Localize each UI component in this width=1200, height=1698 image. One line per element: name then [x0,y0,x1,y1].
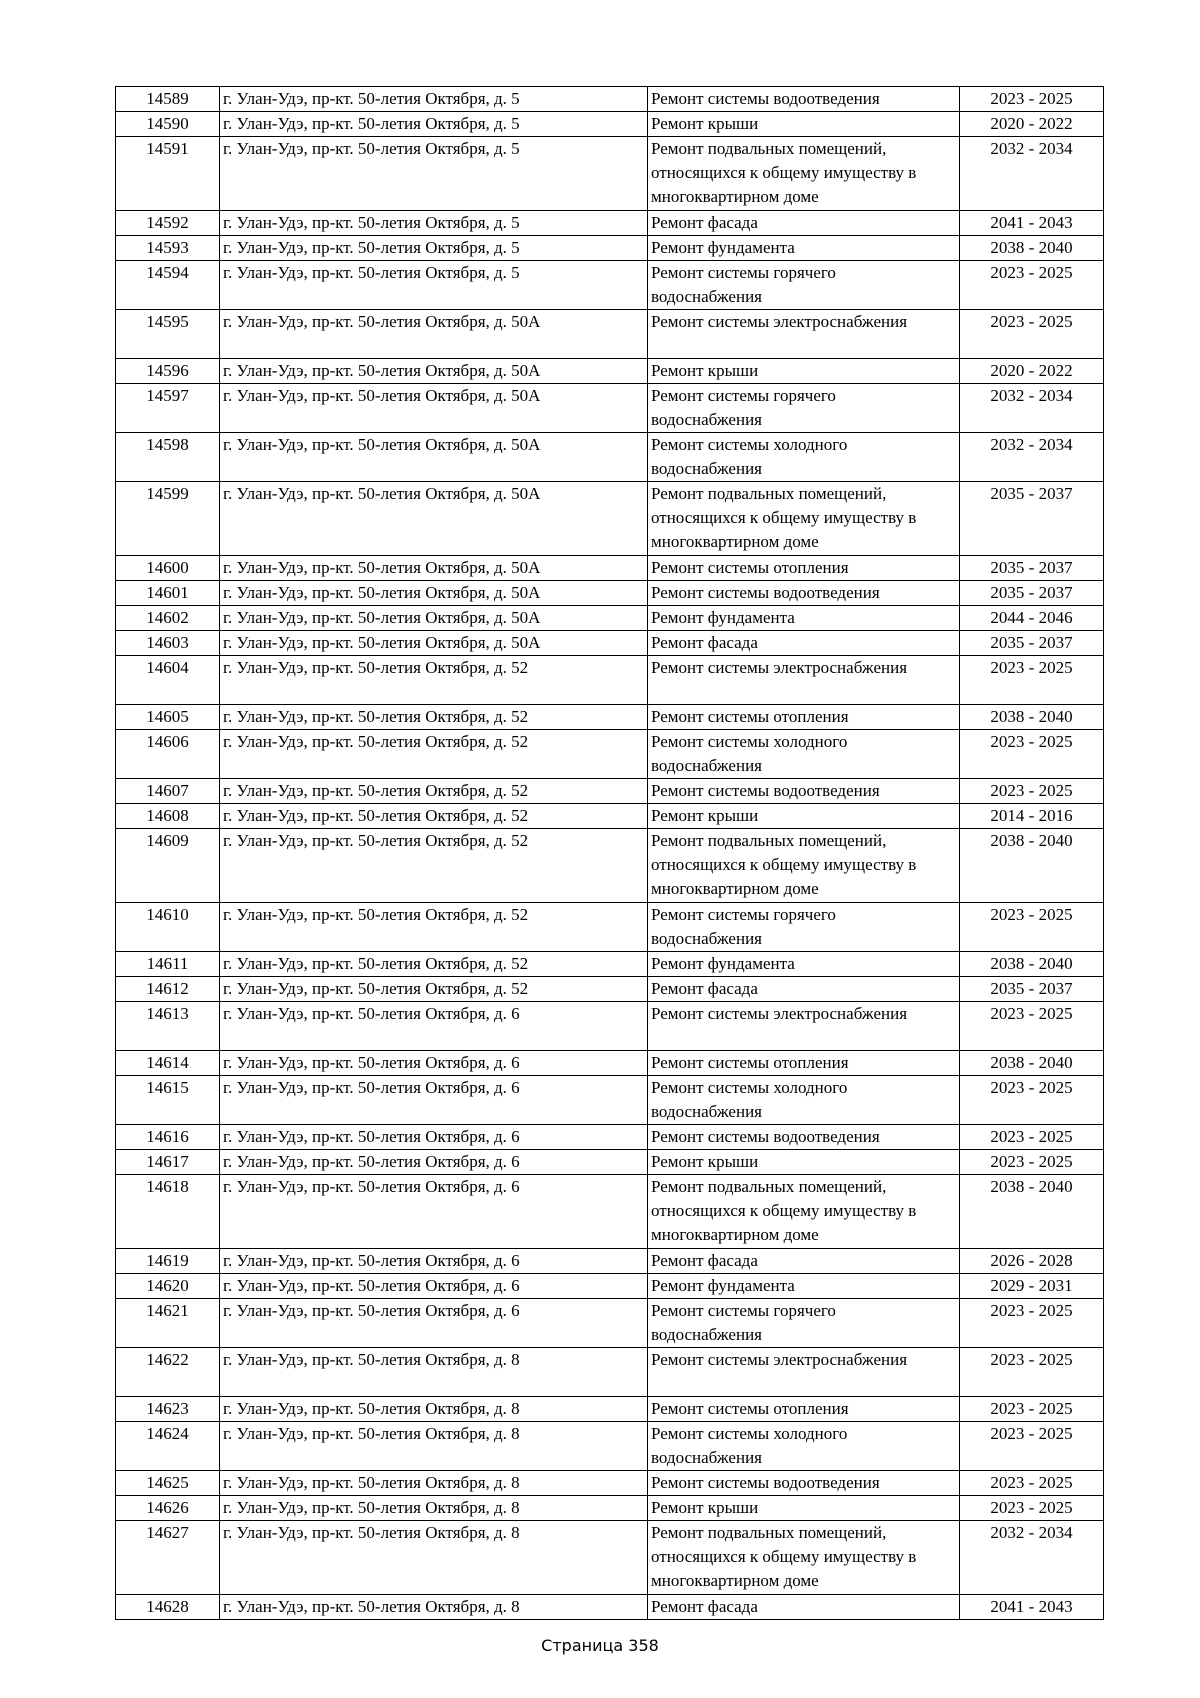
table-row [116,631,1104,656]
table-row [116,1125,1104,1150]
table-row [116,779,1104,804]
work-type-cell: Ремонт крыши [648,359,960,384]
work-type-cell: Ремонт системы холодного водоснабжения [648,433,960,482]
address-cell: г. Улан-Удэ, пр-кт. 50-летия Октября, д. 50А [220,631,648,656]
address-cell: г. Улан-Удэ, пр-кт. 50-летия Октября, д. 52 [220,903,648,952]
table-row [116,1175,1104,1249]
row-number-cell: 14610 [116,903,220,952]
address-cell: г. Улан-Удэ, пр-кт. 50-летия Октября, д. 6 [220,1299,648,1348]
address-cell: г. Улан-Удэ, пр-кт. 50-летия Октября, д. 6 [220,1125,648,1150]
address-cell: г. Улан-Удэ, пр-кт. 50-летия Октября, д. 8 [220,1496,648,1521]
address-cell: г. Улан-Удэ, пр-кт. 50-летия Октября, д. 50А [220,310,648,359]
table-row [116,1274,1104,1299]
row-number-cell: 14624 [116,1422,220,1471]
period-cell: 2020 - 2022 [960,112,1104,137]
work-type-cell: Ремонт крыши [648,804,960,829]
address-cell: г. Улан-Удэ, пр-кт. 50-летия Октября, д. 50А [220,433,648,482]
address-cell: г. Улан-Удэ, пр-кт. 50-летия Октября, д. 8 [220,1348,648,1397]
address-cell: г. Улан-Удэ, пр-кт. 50-летия Октября, д. 52 [220,952,648,977]
period-cell: 2023 - 2025 [960,1348,1104,1397]
work-type-cell: Ремонт системы электроснабжения [648,1348,960,1397]
row-number-cell: 14607 [116,779,220,804]
row-number-cell: 14602 [116,606,220,631]
table-row [116,1299,1104,1348]
work-type-cell: Ремонт системы отопления [648,556,960,581]
table-row [116,829,1104,903]
work-type-cell: Ремонт системы горячего водоснабжения [648,384,960,433]
row-number-cell: 14608 [116,804,220,829]
table-row [116,952,1104,977]
row-number-cell: 14593 [116,236,220,261]
row-number-cell: 14609 [116,829,220,903]
row-number-cell: 14616 [116,1125,220,1150]
work-type-cell: Ремонт системы водоотведения [648,1125,960,1150]
row-number-cell: 14613 [116,1002,220,1051]
table-row [116,1496,1104,1521]
address-cell: г. Улан-Удэ, пр-кт. 50-летия Октября, д. 6 [220,1175,648,1249]
row-number-cell: 14590 [116,112,220,137]
table-row [116,1249,1104,1274]
period-cell: 2023 - 2025 [960,87,1104,112]
table-row [116,656,1104,705]
row-number-cell: 14592 [116,211,220,236]
work-type-cell: Ремонт фундамента [648,236,960,261]
period-cell: 2032 - 2034 [960,384,1104,433]
address-cell: г. Улан-Удэ, пр-кт. 50-летия Октября, д. 5 [220,261,648,310]
row-number-cell: 14611 [116,952,220,977]
address-cell: г. Улан-Удэ, пр-кт. 50-летия Октября, д. 5 [220,236,648,261]
work-type-cell: Ремонт системы холодного водоснабжения [648,1076,960,1125]
work-type-cell: Ремонт фасада [648,211,960,236]
work-type-cell: Ремонт подвальных помещений, относящихся к общему имуществу в многоквартирном доме [648,482,960,556]
period-cell: 2023 - 2025 [960,310,1104,359]
period-cell: 2023 - 2025 [960,1397,1104,1422]
work-type-cell: Ремонт системы горячего водоснабжения [648,903,960,952]
table-row [116,903,1104,952]
address-cell: г. Улан-Удэ, пр-кт. 50-летия Октября, д. 50А [220,482,648,556]
row-number-cell: 14615 [116,1076,220,1125]
table-row [116,1051,1104,1076]
row-number-cell: 14622 [116,1348,220,1397]
period-cell: 2035 - 2037 [960,482,1104,556]
address-cell: г. Улан-Удэ, пр-кт. 50-летия Октября, д. 8 [220,1471,648,1496]
row-number-cell: 14612 [116,977,220,1002]
row-number-cell: 14595 [116,310,220,359]
row-number-cell: 14627 [116,1521,220,1595]
row-number-cell: 14589 [116,87,220,112]
work-type-cell: Ремонт фасада [648,1595,960,1620]
period-cell: 2023 - 2025 [960,1150,1104,1175]
work-type-cell: Ремонт подвальных помещений, относящихся к общему имуществу в многоквартирном доме [648,1175,960,1249]
address-cell: г. Улан-Удэ, пр-кт. 50-летия Октября, д. 50А [220,556,648,581]
work-type-cell: Ремонт системы водоотведения [648,779,960,804]
row-number-cell: 14620 [116,1274,220,1299]
row-number-cell: 14604 [116,656,220,705]
address-cell: г. Улан-Удэ, пр-кт. 50-летия Октября, д. 6 [220,1076,648,1125]
period-cell: 2020 - 2022 [960,359,1104,384]
address-cell: г. Улан-Удэ, пр-кт. 50-летия Октября, д. 8 [220,1521,648,1595]
table-row [116,1422,1104,1471]
row-number-cell: 14596 [116,359,220,384]
row-number-cell: 14626 [116,1496,220,1521]
work-type-cell: Ремонт фундамента [648,1274,960,1299]
row-number-cell: 14598 [116,433,220,482]
address-cell: г. Улан-Удэ, пр-кт. 50-летия Октября, д. 8 [220,1422,648,1471]
table-row [116,606,1104,631]
period-cell: 2044 - 2046 [960,606,1104,631]
period-cell: 2032 - 2034 [960,137,1104,211]
work-type-cell: Ремонт системы отопления [648,1397,960,1422]
table-row [116,1002,1104,1051]
period-cell: 2038 - 2040 [960,236,1104,261]
period-cell: 2038 - 2040 [960,952,1104,977]
period-cell: 2023 - 2025 [960,656,1104,705]
row-number-cell: 14597 [116,384,220,433]
table-row [116,1471,1104,1496]
work-type-cell: Ремонт фундамента [648,606,960,631]
work-type-cell: Ремонт крыши [648,1496,960,1521]
table-row [116,730,1104,779]
period-cell: 2038 - 2040 [960,829,1104,903]
table-row [116,236,1104,261]
period-cell: 2023 - 2025 [960,1471,1104,1496]
period-cell: 2041 - 2043 [960,1595,1104,1620]
table-row [116,482,1104,556]
work-type-cell: Ремонт крыши [648,1150,960,1175]
period-cell: 2041 - 2043 [960,211,1104,236]
address-cell: г. Улан-Удэ, пр-кт. 50-летия Октября, д. 6 [220,1249,648,1274]
work-type-cell: Ремонт фасада [648,977,960,1002]
table-row [116,384,1104,433]
period-cell: 2038 - 2040 [960,705,1104,730]
address-cell: г. Улан-Удэ, пр-кт. 50-летия Октября, д. 52 [220,705,648,730]
row-number-cell: 14605 [116,705,220,730]
table-row [116,1397,1104,1422]
work-type-cell: Ремонт системы водоотведения [648,1471,960,1496]
address-cell: г. Улан-Удэ, пр-кт. 50-летия Октября, д. 5 [220,137,648,211]
table-row [116,804,1104,829]
table-row [116,1076,1104,1125]
address-cell: г. Улан-Удэ, пр-кт. 50-летия Октября, д. 6 [220,1002,648,1051]
address-cell: г. Улан-Удэ, пр-кт. 50-летия Октября, д. 52 [220,730,648,779]
period-cell: 2023 - 2025 [960,1496,1104,1521]
period-cell: 2023 - 2025 [960,1299,1104,1348]
row-number-cell: 14628 [116,1595,220,1620]
period-cell: 2023 - 2025 [960,261,1104,310]
page-number: Страница 358 [541,1636,659,1655]
row-number-cell: 14599 [116,482,220,556]
address-cell: г. Улан-Удэ, пр-кт. 50-летия Октября, д. 6 [220,1274,648,1299]
period-cell: 2038 - 2040 [960,1051,1104,1076]
table-row [116,310,1104,359]
address-cell: г. Улан-Удэ, пр-кт. 50-летия Октября, д. 50А [220,384,648,433]
work-type-cell: Ремонт системы горячего водоснабжения [648,1299,960,1348]
work-type-cell: Ремонт системы электроснабжения [648,1002,960,1051]
table-row [116,261,1104,310]
address-cell: г. Улан-Удэ, пр-кт. 50-летия Октября, д. 8 [220,1397,648,1422]
row-number-cell: 14618 [116,1175,220,1249]
period-cell: 2023 - 2025 [960,903,1104,952]
period-cell: 2032 - 2034 [960,1521,1104,1595]
table-row [116,1348,1104,1397]
address-cell: г. Улан-Удэ, пр-кт. 50-летия Октября, д. 52 [220,779,648,804]
work-type-cell: Ремонт фасада [648,631,960,656]
work-type-cell: Ремонт системы отопления [648,705,960,730]
work-type-cell: Ремонт системы водоотведения [648,87,960,112]
table-body [116,87,1104,1620]
row-number-cell: 14614 [116,1051,220,1076]
address-cell: г. Улан-Удэ, пр-кт. 50-летия Октября, д. 50А [220,359,648,384]
work-type-cell: Ремонт системы холодного водоснабжения [648,730,960,779]
address-cell: г. Улан-Удэ, пр-кт. 50-летия Октября, д. 52 [220,829,648,903]
work-type-cell: Ремонт подвальных помещений, относящихся к общему имуществу в многоквартирном доме [648,1521,960,1595]
work-type-cell: Ремонт системы водоотведения [648,581,960,606]
period-cell: 2023 - 2025 [960,1002,1104,1051]
table-row [116,1595,1104,1620]
work-type-cell: Ремонт подвальных помещений, относящихся к общему имуществу в многоквартирном доме [648,829,960,903]
table-row [116,1150,1104,1175]
address-cell: г. Улан-Удэ, пр-кт. 50-летия Октября, д. 52 [220,656,648,705]
period-cell: 2035 - 2037 [960,581,1104,606]
row-number-cell: 14623 [116,1397,220,1422]
table-row [116,359,1104,384]
row-number-cell: 14603 [116,631,220,656]
work-type-cell: Ремонт фундамента [648,952,960,977]
row-number-cell: 14625 [116,1471,220,1496]
work-type-cell: Ремонт системы электроснабжения [648,656,960,705]
table-row [116,211,1104,236]
period-cell: 2023 - 2025 [960,1125,1104,1150]
work-type-cell: Ремонт системы холодного водоснабжения [648,1422,960,1471]
address-cell: г. Улан-Удэ, пр-кт. 50-летия Октября, д. 5 [220,112,648,137]
row-number-cell: 14617 [116,1150,220,1175]
table-row [116,705,1104,730]
period-cell: 2014 - 2016 [960,804,1104,829]
table-row [116,581,1104,606]
period-cell: 2035 - 2037 [960,631,1104,656]
period-cell: 2029 - 2031 [960,1274,1104,1299]
row-number-cell: 14601 [116,581,220,606]
address-cell: г. Улан-Удэ, пр-кт. 50-летия Октября, д. 52 [220,804,648,829]
table-row [116,87,1104,112]
address-cell: г. Улан-Удэ, пр-кт. 50-летия Октября, д. 8 [220,1595,648,1620]
repair-schedule-table [115,86,1104,1620]
period-cell: 2026 - 2028 [960,1249,1104,1274]
work-type-cell: Ремонт системы отопления [648,1051,960,1076]
row-number-cell: 14594 [116,261,220,310]
table-row [116,112,1104,137]
address-cell: г. Улан-Удэ, пр-кт. 50-летия Октября, д. 50А [220,606,648,631]
work-type-cell: Ремонт крыши [648,112,960,137]
work-type-cell: Ремонт подвальных помещений, относящихся к общему имуществу в многоквартирном доме [648,137,960,211]
table-row [116,137,1104,211]
table-row [116,1521,1104,1595]
row-number-cell: 14619 [116,1249,220,1274]
period-cell: 2023 - 2025 [960,1076,1104,1125]
period-cell: 2023 - 2025 [960,730,1104,779]
row-number-cell: 14591 [116,137,220,211]
period-cell: 2038 - 2040 [960,1175,1104,1249]
address-cell: г. Улан-Удэ, пр-кт. 50-летия Октября, д. 5 [220,211,648,236]
address-cell: г. Улан-Удэ, пр-кт. 50-летия Октября, д. 52 [220,977,648,1002]
work-type-cell: Ремонт фасада [648,1249,960,1274]
row-number-cell: 14600 [116,556,220,581]
row-number-cell: 14621 [116,1299,220,1348]
address-cell: г. Улан-Удэ, пр-кт. 50-летия Октября, д. 6 [220,1051,648,1076]
period-cell: 2035 - 2037 [960,556,1104,581]
table-row [116,556,1104,581]
period-cell: 2023 - 2025 [960,1422,1104,1471]
address-cell: г. Улан-Удэ, пр-кт. 50-летия Октября, д. 5 [220,87,648,112]
period-cell: 2023 - 2025 [960,779,1104,804]
table-row [116,977,1104,1002]
row-number-cell: 14606 [116,730,220,779]
period-cell: 2032 - 2034 [960,433,1104,482]
address-cell: г. Улан-Удэ, пр-кт. 50-летия Октября, д. 6 [220,1150,648,1175]
work-type-cell: Ремонт системы горячего водоснабжения [648,261,960,310]
table-row [116,433,1104,482]
address-cell: г. Улан-Удэ, пр-кт. 50-летия Октября, д. 50А [220,581,648,606]
work-type-cell: Ремонт системы электроснабжения [648,310,960,359]
period-cell: 2035 - 2037 [960,977,1104,1002]
